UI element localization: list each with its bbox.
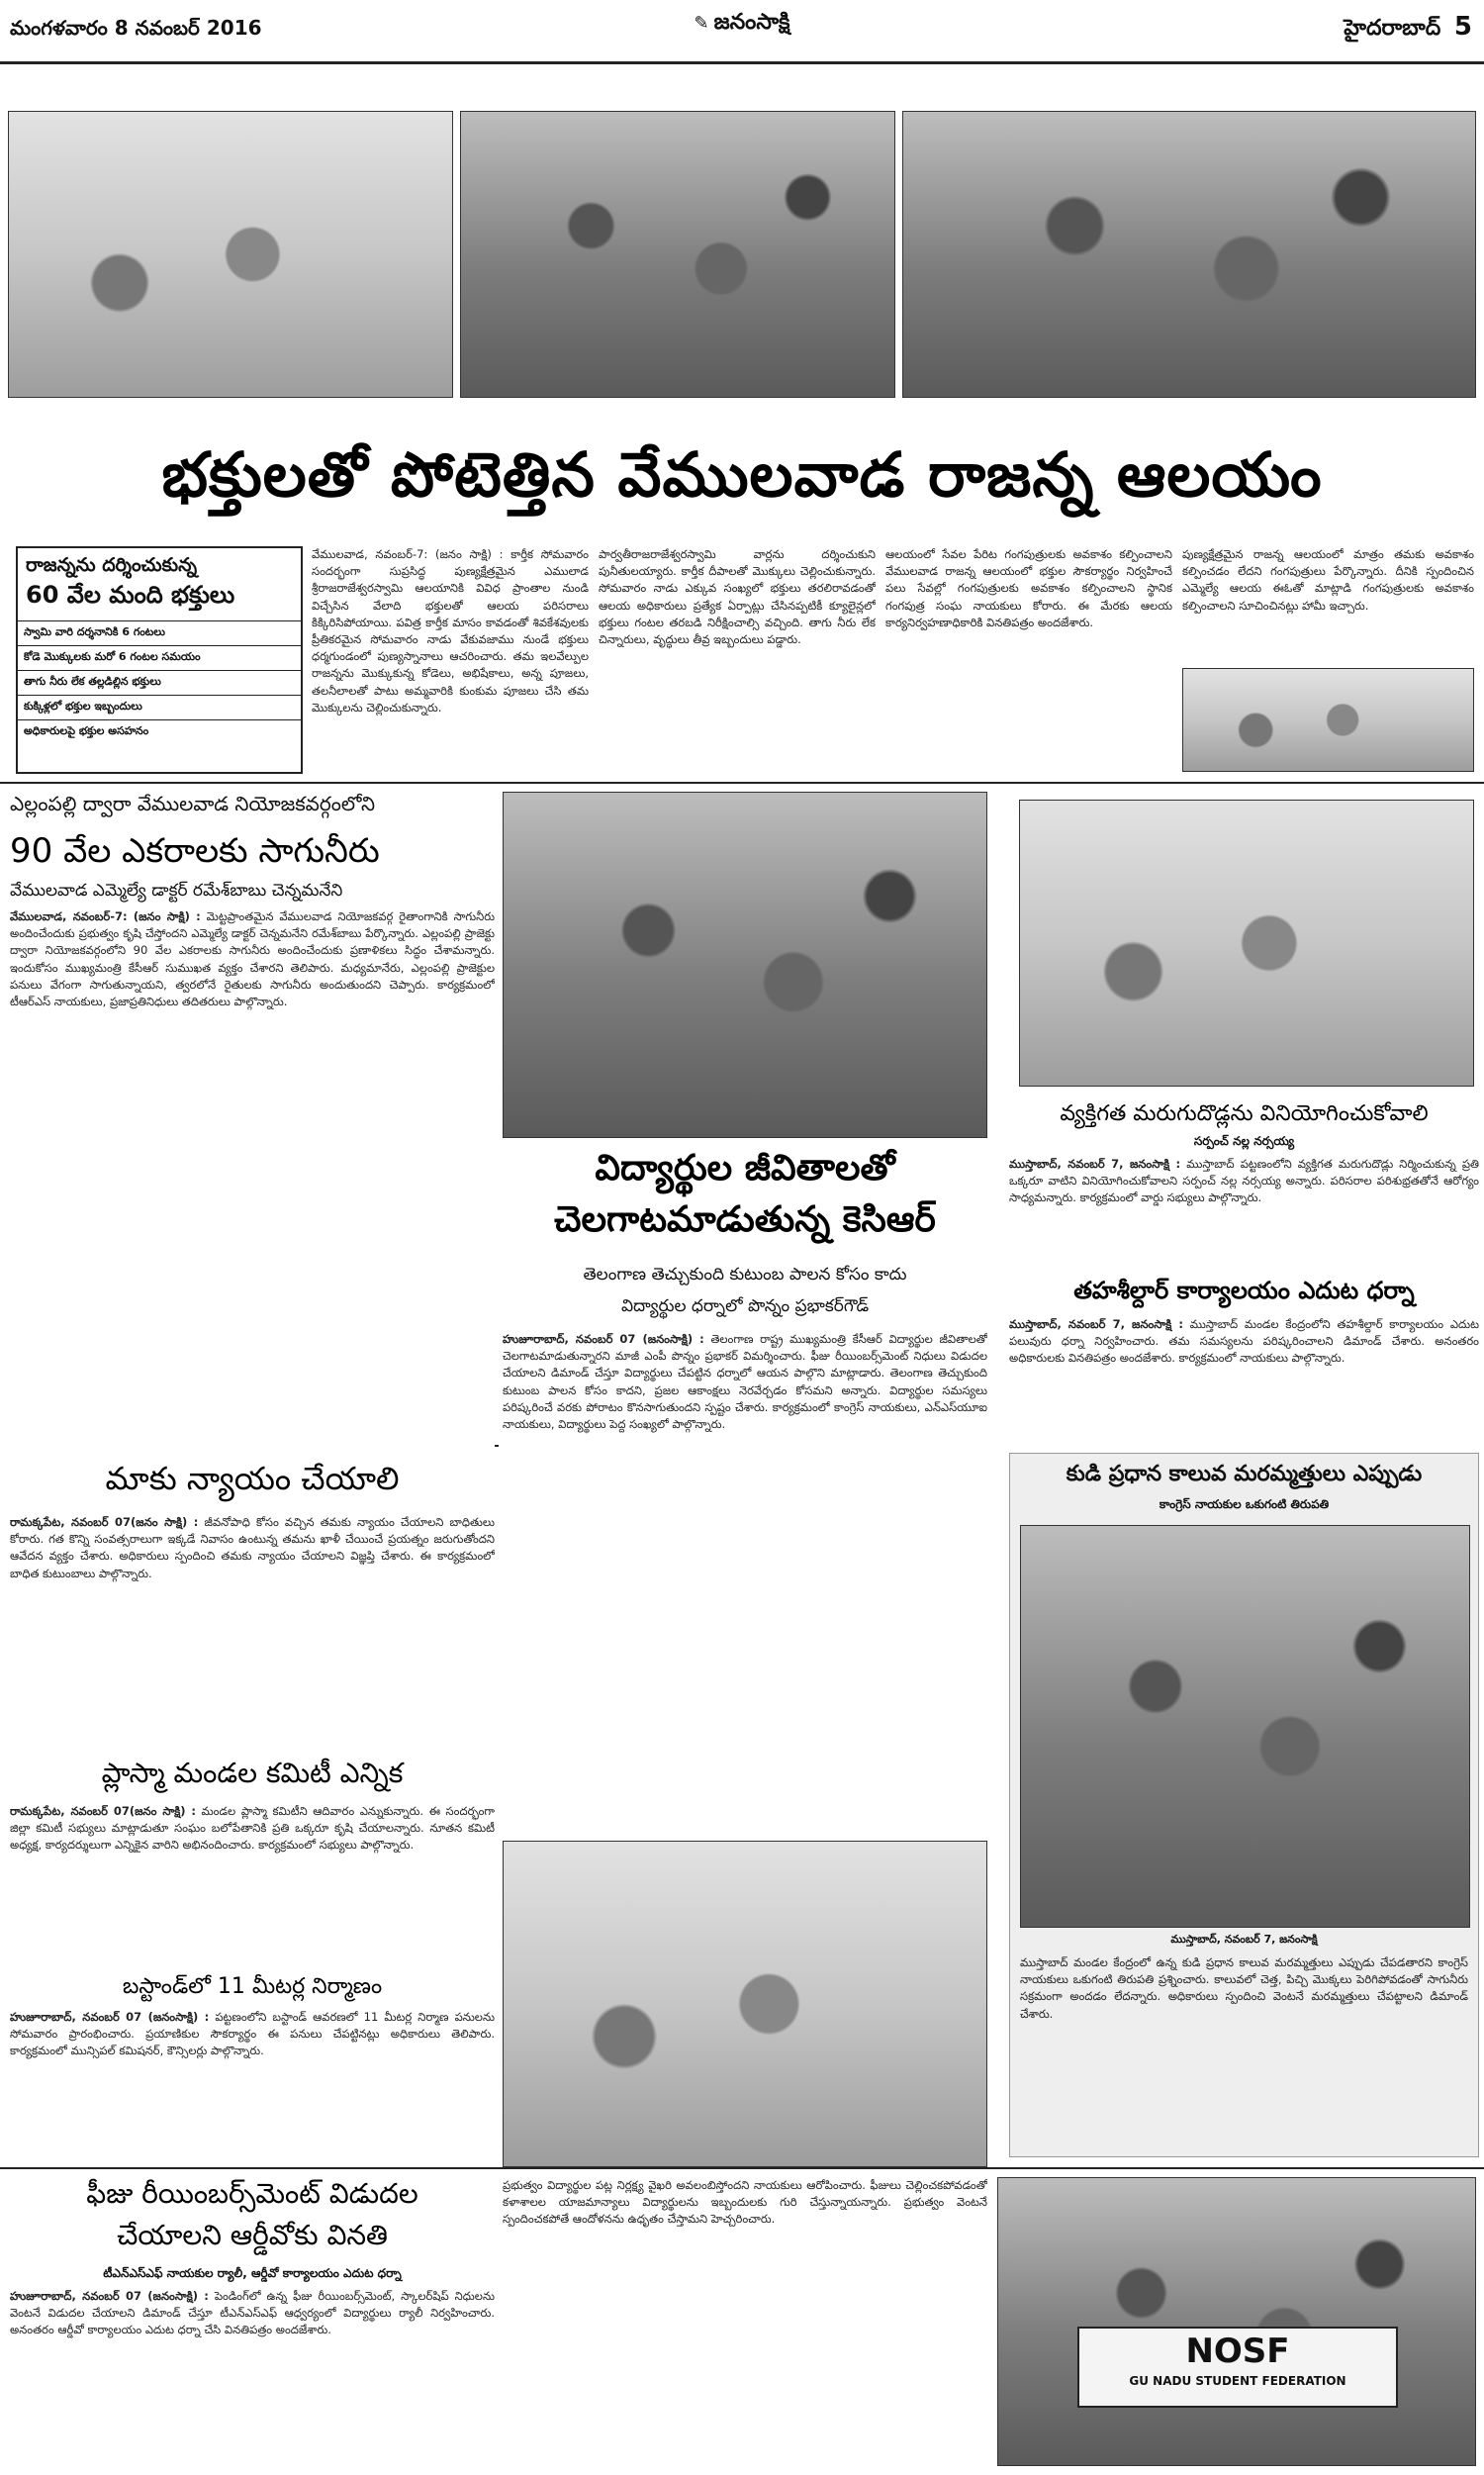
sidebar-point: అధికారులపై భక్తుల అసహనం bbox=[24, 724, 149, 737]
justice-headline: మాకు న్యాయం చేయాలి bbox=[105, 1460, 400, 1497]
tahsildar-headline: తహశీల్దార్ కార్యాలయం ఎదుట ధర్నా bbox=[1073, 1277, 1415, 1304]
canal-caption: ముస్తాబాద్, నవంబర్ 7, జనంసాక్షి bbox=[1170, 1933, 1318, 1946]
section-rule bbox=[0, 782, 1484, 784]
toilet-headline: వ్యక్తిగత మరుగుదొడ్లను వినియోగించుకోవాలి bbox=[1060, 1101, 1429, 1126]
justice-text: జీవనోపాధి కోసం వచ్చిన తమకు న్యాయం చేయాలని బాధితులు కోరారు. గత కొన్ని సంవత్సరాలుగా ఇక్కడే నివాసం ఉంటున్న తమను ఖాళీ చేయించే ప్రయత్నం జరుగుతోందని ఆవేదన వ్యక్తం చేశారు. అధికారులు స్పందించి తమకు న్యాయం చేయాలని విజ్ఞప్తి చేశారు. ఈ కార్యక్రమంలో బాధిత కుటుంబాలు పాల్గొన్నారు. bbox=[10, 1515, 495, 1580]
lead-headline: భక్తులతో పోటెత్తిన వేములవాడ రాజన్న ఆలయం bbox=[161, 438, 1323, 511]
nsf-banner-subtitle: GU NADU STUDENT FEDERATION bbox=[1129, 2374, 1346, 2388]
masthead-logo bbox=[653, 10, 831, 46]
busstand-text: పట్టణంలోని బస్టాండ్ ఆవరణలో 11 మీటర్ల నిర్మాణ పనులను సోమవారం ప్రారంభించారు. ప్రయాణికుల సౌకర్యార్థం ఈ పనులు చేపట్టినట్లు అధికారులు తెలిపారు. కార్యక్రమంలో మున్సిపల్ కమిషనర్, కౌన్సిలర్లు పాల్గొన్నారు. bbox=[10, 2010, 495, 2058]
students-subhead-2: విద్యార్థుల ధర్నాలో పొన్నం ప్రభాకర్‌గౌడ్ bbox=[620, 1296, 870, 1316]
sidebar-point: కుక్కిళ్లలో భక్తుల ఇబ్బందులు bbox=[18, 696, 301, 720]
irrigation-body bbox=[10, 908, 495, 1403]
busstand-dateline: హుజూరాబాద్, నవంబర్ 07 (జనంసాక్షి) : bbox=[10, 2010, 210, 2024]
canal-box bbox=[1009, 1453, 1479, 2157]
tahsildar-text: ముస్తాబాద్ మండల కేంద్రంలోని తహశీల్దార్ కార్యాలయం ఎదుట పలువురు ధర్నా నిర్వహించారు. తమ సమస్యలను పరిష్కరించాలని డిమాండ్ చేశారు. అనంతరం అధికారులకు వినతిపత్రం అందజేశారు. కార్యక్రమంలో నాయకులు పాల్గొన్నారు. bbox=[1009, 1317, 1479, 1366]
lead-column-1: వేములవాడ, నవంబర్-7: (జనం సాక్షి) : కార్తీక సోమవారం సందర్భంగా సుప్రసిద్ధ పుణ్యక్షేత్రమైన ఎములాడ శ్రీరాజరాజేశ్వరస్వామి ఆలయానికి వివిధ ప్రాంతాల నుండి విచ్చేసిన వేలాది భక్తులతో ఆలయ పరిసరాలు కిక్కిరిసిపోయాయి. పవిత్ర కార్తీక మాసం కావడంతో శివకేశవులకు ప్రీతికరమైన సోమవారం నాడు వేకువజాము నుండే భక్తులు ధర్మగుండంలో పుణ్యస్నానాలు ఆచరించారు. తమ ఇలవేల్పుల రాజన్నను మొక్కుకున్న కోడెలు, అభిషేకాలు, అన్న పూజలు, తలనీలాలతో పాటు అమ్మవారికి కుంకుమ పూజలు చేసి తమ మొక్కులను చెల్లించుకున్నారు. bbox=[312, 547, 589, 714]
toilet-dateline: ముస్తాబాద్, నవంబర్ 7, జనంసాక్షి : bbox=[1009, 1157, 1181, 1171]
edition-name: హైదరాబాద్ bbox=[1344, 16, 1441, 41]
masthead-icon: ✎ bbox=[694, 13, 709, 34]
justice-body bbox=[10, 1514, 495, 1742]
nsf-banner-logo: NOSF bbox=[1185, 2332, 1290, 2371]
plasma-body bbox=[10, 1803, 495, 1961]
fee-dateline: హుజూరాబాద్, నవంబర్ 07 (జనంసాక్షి) : bbox=[10, 2289, 209, 2303]
students-headline-2: చెలగాటమాడుతున్న కెసిఆర్ bbox=[554, 1199, 936, 1240]
canal-body: ముస్తాబాద్ మండల కేంద్రంలో ఉన్న కుడి ప్రధాన కాలువ మరమ్మత్తులు ఎప్పుడు చేపడతారని కాంగ్రెస్ నాయకులు ఒకుగంటి తిరుపతి ప్రశ్నించారు. కాలువలో చెత్త, పిచ్చి మొక్కలు పెరిగిపోవడంతో సాగునీరు సక్రమంగా అందడం లేదన్నారు. అధికారులు స్పందించి వెంటనే మరమ్మత్తులు చేపట్టాలని డిమాండ్ చేశారు. bbox=[1020, 1955, 1468, 2021]
col-rule bbox=[495, 1445, 499, 1447]
students-headline-1: విద్యార్థుల జీవితాలతో bbox=[595, 1148, 895, 1189]
irrigation-text: మెట్టప్రాంతమైన వేములవాడ నియోజకవర్గ రైతాంగానికి సాగునీరు అందించేందుకు ప్రభుత్వం కృషి చేస్తోందని ఎమ్మెల్యే డాక్టర్ చెన్నమనేని రమేశ్‌బాబు పేర్కొన్నారు. ఎల్లంపల్లి ప్రాజెక్టు ద్వారా నియోజకవర్గంలోని 90 వేల ఎకరాలకు సాగునీరు అందించేందుకు ప్రణాళికలు సిద్ధం చేశామన్నారు. ఇందుకోసం ముఖ్యమంత్రి కేసీఆర్ సుముఖత వ్యక్తం చేశారని తెలిపారు. మధ్యమానేరు, ఎల్లంపల్లి ప్రాజెక్టుల పనులు వేగంగా సాగుతున్నాయని, త్వరలోనే రైతులకు సాగునీరు అందుతుందని చెప్పారు. కార్యక్రమంలో టీఆర్ఎస్ నాయకులు, ప్రజాప్రతినిధులు తదితరులు పాల్గొన్నారు. bbox=[10, 909, 495, 1009]
students-dateline: హుజూరాబాద్, నవంబర్ 07 (జనంసాక్షి) : bbox=[503, 1332, 704, 1346]
header-date: మంగళవారం 8 నవంబర్ 2016 bbox=[10, 16, 262, 40]
lead-photo-devotees-lamps bbox=[460, 111, 895, 398]
fee-body-continued: ప్రభుత్వం విద్యార్థుల పట్ల నిర్లక్ష్య వైఖరి అవలంబిస్తోందని నాయకులు ఆరోపించారు. ఫీజులు చెల్లించకపోవడంతో కళాశాలల యాజమాన్యాలు విద్యార్థులను ఇబ్బందులకు గురి చేస్తున్నాయన్నారు. ప్రభుత్వం వెంటనే స్పందించకపోతే ఆందోళనను ఉధృతం చేస్తామని హెచ్చరించారు. bbox=[503, 2178, 987, 2227]
irrigation-dateline: వేములవాడ, నవంబర్-7: (జనం సాక్షి) : bbox=[10, 909, 201, 923]
students-crowd-photo bbox=[503, 1841, 987, 2167]
students-subhead-1: తెలంగాణ తెచ్చుకుంది కుటుంబ పాలన కోసం కాదు bbox=[583, 1265, 907, 1285]
busstand-body bbox=[10, 2009, 495, 2157]
bottom-section-rule bbox=[0, 2167, 1484, 2169]
page-header bbox=[0, 0, 1484, 61]
sidebar-point: తాగు నీరు లేక తల్లడిల్లిన భక్తులు bbox=[18, 671, 301, 696]
toilet-body bbox=[1009, 1156, 1479, 1265]
lead-column-4: పుణ్యక్షేత్రమైన రాజన్న ఆలయంలో మాత్రం తమకు అవకాశం కల్పించడం లేదని గంగపుత్రులు పేర్కొన్నారు. దీనికి స్పందించిన ఎమ్మెల్యే ఆలయ ఈఓతో మాట్లాడి గంగపుత్రులకు అవకాశం కల్పించాలని సూచించినట్లు హామీ ఇచ్చారు. bbox=[1182, 547, 1474, 613]
toilet-text: ముస్తాబాద్ పట్టణంలోని వ్యక్తిగత మరుగుదొడ్లు నిర్మించుకున్న ప్రతి ఒక్కరూ వాటిని వినియోగించుకోవాలని సర్పంచ్ నల్ల నర్సయ్య అన్నారు. పరిసరాల పరిశుభ్రతతోనే ఆరోగ్యం సాధ్యమన్నారు. కార్యక్రమంలో వార్డు సభ్యులు పాల్గొన్నారు. bbox=[1009, 1157, 1479, 1205]
header-edition bbox=[1344, 12, 1472, 46]
students-body bbox=[503, 1331, 987, 1786]
masthead-title: జనంసాక్షి bbox=[713, 10, 790, 35]
irrigation-kicker: ఎల్లంపల్లి ద్వారా వేములవాడ నియోజకవర్గంలోని bbox=[10, 792, 376, 815]
canal-photo bbox=[1020, 1525, 1470, 1928]
fee-headline-1: ఫీజు రీయింబర్స్‌మెంట్ విడుదల bbox=[86, 2177, 418, 2210]
students-text: తెలంగాణ రాష్ట్ర ముఖ్యమంత్రి కేసీఆర్ విద్యార్థుల జీవితాలతో చెలగాటమాడుతున్నారని మాజీ ఎంపీ పొన్నం ప్రభాకర్ విమర్శించారు. ఫీజు రీయింబర్స్‌మెంట్ నిధులు విడుదల చేయాలని డిమాండ్ చేస్తూ విద్యార్థులు చేపట్టిన ధర్నాలో ఆయన పాల్గొని మాట్లాడారు. తెలంగాణ తెచ్చుకుంది కుటుంబ పాలన కోసం కాదని, ప్రజల ఆకాంక్షలు నెరవేర్చడం కోసమని అన్నారు. విద్యార్థుల సమస్యలు పరిష్కరించే వరకు పోరాటం కొనసాగుతుందని స్పష్టం చేశారు. కార్యక్రమంలో కాంగ్రెస్ నాయకులు, ఎన్ఎస్‌యూఐ నాయకులు, విద్యార్థులు పెద్ద సంఖ్యలో పాల్గొన్నారు. bbox=[503, 1332, 987, 1432]
page-number: 5 bbox=[1453, 12, 1472, 42]
irrigation-subhead: వేములవాడ ఎమ్మెల్యే డాక్టర్ రమేశ్‌బాబు చెన్నమనేని bbox=[10, 881, 343, 901]
tahsildar-body bbox=[1009, 1316, 1479, 1445]
sidebar-title-2: 60 వేల మంది భక్తులు bbox=[18, 581, 301, 621]
lead-photo-meeting bbox=[1182, 668, 1474, 772]
busstand-headline: బస్టాండ్‌లో 11 మీటర్ల నిర్మాణం bbox=[122, 1974, 383, 1999]
plasma-dateline: రామక్కపేట, నవంబర్ 07(జనం సాక్షి) : bbox=[10, 1804, 196, 1818]
lead-photo-temple-steps bbox=[8, 111, 453, 398]
nsf-banner bbox=[1077, 2327, 1398, 2408]
toilet-subhead: సర్పంచ్ నల్ల నర్సయ్య bbox=[1193, 1134, 1295, 1148]
plasma-headline: ప్లాస్మా మండల కమిటీ ఎన్నిక bbox=[101, 1757, 404, 1789]
canal-subhead: కాంగ్రెస్ నాయకుల ఒకుగంటి తిరుపతి bbox=[1159, 1497, 1330, 1511]
lead-column-3: ఆలయంలో సేవల పేరిట గంగపుత్రులకు అవకాశం కల్పించాలని వేములవాడ రాజన్న ఆలయంలో భక్తుల సౌకర్యార్థం నిర్వహించే పలు సేవల్లో గంగపుత్రులకు అవకాశం కల్పించాలని స్థానిక గంగపుత్ర సంఘ నాయకులు కోరారు. ఈ మేరకు ఆలయ కార్యనిర్వహణాధికారికి వినతిపత్రం అందజేశారు. bbox=[885, 547, 1172, 629]
canal-headline: కుడి ప్రధాన కాలువ మరమ్మత్తులు ఎప్పుడు bbox=[1066, 1462, 1423, 1486]
sidebar-title-1: రాజన్నను దర్శించుకున్న bbox=[26, 554, 198, 576]
toilet-meeting-photo bbox=[1019, 800, 1474, 1087]
header-rule bbox=[0, 61, 1484, 64]
sidebar-point: కోడె మొక్కులకు మరో 6 గంటల సమయం bbox=[18, 646, 301, 671]
sidebar-point: స్వామి వారి దర్శనానికి 6 గంటలు bbox=[18, 621, 301, 646]
lead-sidebar-box bbox=[16, 546, 303, 774]
lead-column-2: పార్వతీరాజరాజేశ్వరస్వామి వార్లను దర్శించుకుని పునీతులయ్యారు. కార్తీక దీపాలతో మొక్కులు చెల్లించుకున్నారు. సోమవారం నాడు ఎక్కువ సంఖ్యలో భక్తులు తరలిరావడంతో ఆలయ అధికారులు ప్రత్యేక ఏర్పాట్లు చేసినప్పటికీ క్యూలైన్లలో భక్తులు గంటల తరబడి నిరీక్షించాల్సి వచ్చింది. తాగు నీరు లేక చిన్నారులు, వృద్ధులు తీవ్ర ఇబ్బందులు పడ్డారు. bbox=[599, 547, 876, 647]
irrigation-headline: 90 వేల ఎకరాలకు సాగునీరు bbox=[10, 831, 380, 871]
fee-subhead: టీఎన్ఎస్ఎఫ్ నాయకుల ర్యాలీ, ఆర్డీవో కార్యాలయం ఎదుట ధర్నా bbox=[103, 2266, 402, 2280]
fee-text: పెండింగ్‌లో ఉన్న ఫీజు రీయింబర్స్‌మెంట్, స్కాలర్‌షిప్ నిధులను వెంటనే విడుదల చేయాలని డిమాండ్ చేస్తూ టీఎన్ఎస్ఎఫ్ ఆధ్వర్యంలో విద్యార్థులు ర్యాలీ నిర్వహించారు. అనంతరం ఆర్డీవో కార్యాలయం ఎదుట ధర్నా చేసి వినతిపత్రం అందజేశారు. bbox=[10, 2289, 495, 2337]
tahsildar-dateline: ముస్తాబాద్, నవంబర్ 7, జనంసాక్షి : bbox=[1009, 1317, 1183, 1331]
lead-photo-children bbox=[902, 111, 1476, 398]
justice-dateline: రామక్కపేట, నవంబర్ 07(జనం సాక్షి) : bbox=[10, 1515, 199, 1529]
fee-body bbox=[10, 2288, 495, 2466]
fee-headline-2: చేయాలని ఆర్డీవోకు వినతి bbox=[117, 2219, 388, 2251]
nsf-banner-photo bbox=[997, 2177, 1476, 2466]
students-rally-photo bbox=[503, 792, 987, 1138]
plasma-text: మండల ప్లాస్మా కమిటీని ఆదివారం ఎన్నుకున్నారు. ఈ సందర్భంగా జిల్లా కమిటీ సభ్యులు మాట్లాడుతూ సంఘం బలోపేతానికి ప్రతి ఒక్కరూ కృషి చేయాలన్నారు. నూతన కమిటీ అధ్యక్ష, కార్యదర్శులుగా ఎన్నికైన వారిని అభినందించారు. కార్యక్రమంలో సభ్యులు పాల్గొన్నారు. bbox=[10, 1804, 495, 1853]
